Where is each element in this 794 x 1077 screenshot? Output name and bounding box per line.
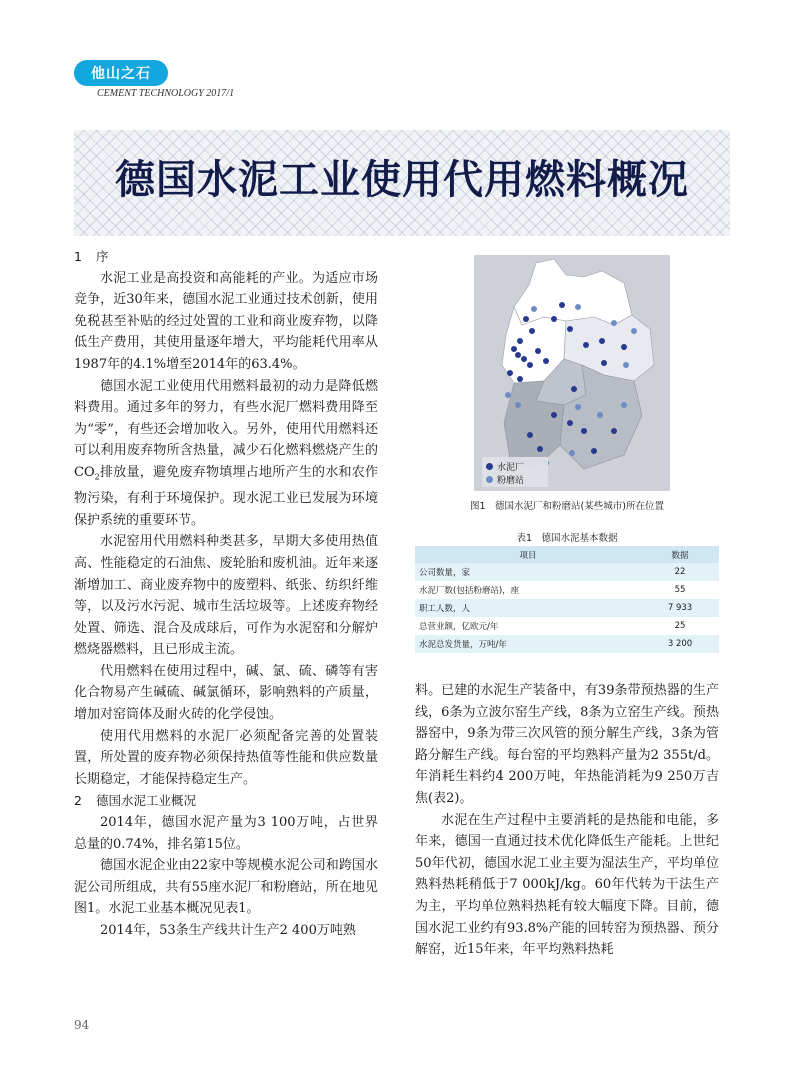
paragraph-text: 排放量，避免废弃物填埋占地所产生的水和农作物污染，有利于环境保护。现水泥工业已发展为环境保护系统的重要环节。	[74, 464, 378, 528]
paragraph-text: 德国水泥工业使用代用燃料最初的动力是降低燃料费用。通过多年的努力，有些水泥厂燃料费用降至为“零”，有些还会增加收入。另外，使用代用燃料还可以利用废弃物所含热量，减少石化燃料燃烧产生的CO	[74, 378, 378, 480]
journal-name: CEMENT TECHNOLOGY 2017/1	[97, 88, 235, 99]
paragraph: 水泥在生产过程中主要消耗的是热能和电能，多年来，德国一直通过技术优化降低生产能耗。上世纪50年代初，德国水泥工业主要为湿法生产，平均单位熟料热耗稍低于7 000kJ/kg。60年代转为干法生产为主，平均单位熟料热耗有较大幅度下降。目前，德国水泥工业约有93.8%产能的回转窑为预热器、预分解窑，近15年来，年平均熟料热耗	[415, 812, 719, 958]
map-legend	[486, 460, 524, 486]
germany-map-figure	[474, 255, 670, 491]
legend-label-grinding: 粉磨站	[497, 476, 525, 486]
paragraph: 代用燃料在使用过程中，碱、氯、硫、磷等有害化合物易产生碱硫、碱氯循环，影响熟料的产质量，增加对窑筒体及耐火砖的化学侵蚀。	[74, 663, 378, 723]
cement-plant-marker-icon	[486, 463, 493, 470]
section-heading	[74, 246, 378, 268]
paragraph	[74, 376, 378, 532]
subscript: 2	[94, 472, 100, 482]
table-row	[415, 635, 719, 653]
germany-map	[474, 255, 670, 491]
section-heading	[74, 790, 378, 812]
table-header-row	[415, 546, 719, 563]
section-number: 1	[74, 249, 82, 264]
table-cell-value: 7 933	[641, 599, 719, 617]
figure-caption: 图1 德国水泥厂和粉磨站(某些城市)所在位置	[470, 501, 664, 512]
column-tag: 他山之石	[74, 60, 168, 86]
left-column	[74, 246, 378, 942]
article-title: 德国水泥工业使用代用燃料概况	[115, 157, 689, 203]
table-cell-value: 25	[674, 621, 686, 631]
table-row	[415, 581, 719, 599]
right-column	[415, 680, 719, 961]
paragraph: 德国水泥企业由22家中等规模水泥公司和跨国水泥公司所组成，共有55座水泥厂和粉磨站，所在地见图1。水泥工业基本概况见表1。	[74, 858, 378, 917]
table-row	[415, 617, 719, 635]
section-title: 德国水泥工业概况	[95, 793, 196, 809]
table-header-value: 数据	[641, 546, 719, 563]
paragraph: 料。已建的水泥生产装备中，有39条带预热器的生产线，6条为立波尔窑生产线，8条为立窑生产线。预热器窑中，9条为带三次风管的预分解生产线，3条为管路分解生产线。每台窑的平均熟料产量为2 355t/d。年消耗生料约4 200万吨，年热能消耗为9 250万吉焦(表2)。	[415, 683, 719, 806]
section-title: 序	[95, 249, 109, 264]
table-cell-value: 55	[674, 585, 686, 595]
table-cell-value: 22	[641, 563, 719, 581]
table-row	[415, 563, 719, 581]
paragraph: 使用代用燃料的水泥厂必须配备完善的处置装置，所处置的废弃物必须保持热值等性能和供应数量长期稳定，才能保持稳定生产。	[74, 728, 378, 787]
table-row	[415, 599, 719, 617]
table-header-item: 项目	[415, 546, 641, 563]
table-cell-item: 水泥总发货量，万吨/年	[415, 635, 641, 653]
table-cell-item: 水泥厂数(包括粉磨站)，座	[419, 586, 520, 596]
paragraph: 水泥工业是高投资和高能耗的产业。为适应市场竞争，近30年来，德国水泥工业通过技术创新，使用免税甚至补贴的经过处置的工业和商业废弃物，以降低生产费用，其使用量逐年增大，平均能耗代用率从1987年的4.1%增至2014年的63.4%。	[74, 270, 378, 372]
basic-data-table	[415, 546, 719, 653]
table-caption: 表1 德国水泥基本数据	[516, 533, 618, 544]
table-cell-item: 总营业额，亿欧元/年	[419, 622, 499, 632]
paragraph: 水泥窑用代用燃料种类甚多，早期大多使用热值高、性能稳定的石油焦、废轮胎和废机油。近年来逐渐增加工、商业废弃物中的废塑料、纸张、纺织纤维等，以及污水污泥、城市生活垃圾等。上述废弃物经处置、筛选、混合及成球后，可作为水泥窑和分解炉燃烧器燃料，且已形成主流。	[74, 534, 378, 658]
grinding-station-marker-icon	[486, 476, 493, 483]
table-cell-value: 3 200	[641, 635, 719, 653]
table-cell-item: 公司数量，家	[415, 563, 641, 581]
table-cell-item: 职工人数，人	[415, 599, 641, 617]
page-number: 94	[74, 1018, 90, 1032]
paragraph: 2014年，53条生产线共计生产2 400万吨熟	[100, 923, 356, 938]
section-number: 2	[74, 793, 82, 809]
paragraph: 2014年，德国水泥产量为3 100万吨，占世界总量的0.74%，排名第15位。	[74, 815, 378, 852]
legend-label-plant: 水泥厂	[497, 463, 525, 473]
